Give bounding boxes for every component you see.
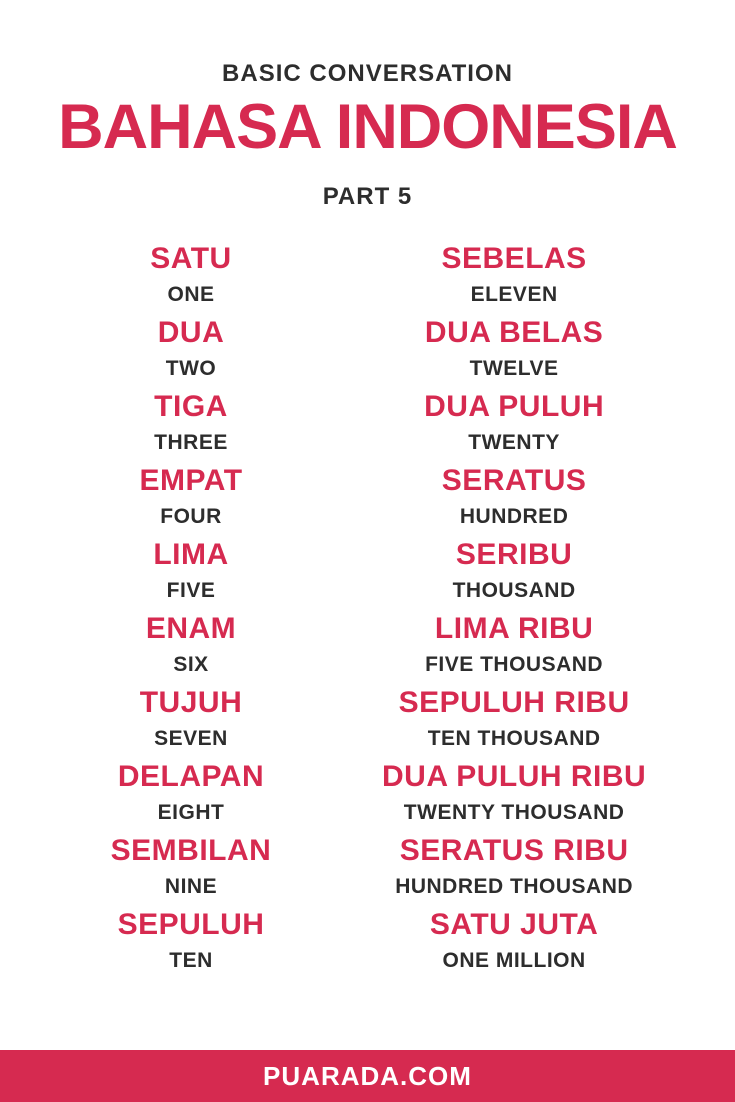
indonesian-word: DUA — [157, 316, 225, 349]
indonesian-word: TUJUH — [139, 686, 243, 719]
vocab-pair — [382, 239, 646, 310]
poster-subtitle: BASIC CONVERSATION — [222, 60, 513, 87]
english-word: TEN THOUSAND — [427, 727, 601, 750]
indonesian-word: TIGA — [154, 390, 228, 423]
english-word: HUNDRED — [459, 505, 569, 528]
english-word: TWELVE — [469, 357, 559, 380]
vocab-pair — [0, 535, 382, 606]
indonesian-word: SATU — [150, 242, 232, 275]
vocab-pair — [382, 683, 646, 754]
indonesian-word: DUA PULUH — [424, 390, 605, 423]
indonesian-word: SATU JUTA — [429, 908, 599, 941]
english-word: EIGHT — [157, 801, 225, 824]
english-word: TWENTY — [468, 431, 560, 454]
indonesian-word: ENAM — [145, 612, 237, 645]
vocab-pair — [0, 831, 382, 902]
indonesian-word: SERIBU — [455, 538, 573, 571]
vocab-pair — [0, 757, 382, 828]
footer-bar — [0, 1050, 735, 1102]
indonesian-word: LIMA RIBU — [434, 612, 594, 645]
english-word: THOUSAND — [452, 579, 576, 602]
indonesian-word: EMPAT — [139, 464, 243, 497]
vocab-pair — [382, 609, 646, 680]
indonesian-word: SEMBILAN — [110, 834, 272, 867]
poster-title: BAHASA INDONESIA — [58, 92, 677, 162]
indonesian-word: DELAPAN — [117, 760, 265, 793]
english-word: SEVEN — [154, 727, 228, 750]
english-word: FIVE — [166, 579, 216, 602]
english-word: ONE — [167, 283, 215, 306]
english-word: ONE MILLION — [442, 949, 586, 972]
indonesian-word: LIMA — [153, 538, 229, 571]
poster-part-label: PART 5 — [322, 183, 413, 210]
english-word: NINE — [164, 875, 218, 898]
english-word: TWENTY THOUSAND — [403, 801, 625, 824]
vocab-pair — [382, 535, 646, 606]
vocab-pair — [0, 683, 382, 754]
vocab-pair — [382, 757, 646, 828]
vocab-pair — [0, 609, 382, 680]
english-word: TEN — [169, 949, 213, 972]
indonesian-word: SEBELAS — [441, 242, 587, 275]
english-word: ELEVEN — [470, 283, 558, 306]
header — [0, 0, 735, 209]
vocab-grid — [0, 239, 735, 979]
website-text: PUARADA.COM — [263, 1061, 472, 1091]
vocab-pair — [0, 905, 382, 976]
indonesian-word: DUA BELAS — [424, 316, 604, 349]
vocab-pair — [382, 905, 646, 976]
english-word: THREE — [154, 431, 228, 454]
vocab-column-left — [0, 239, 382, 979]
vocab-pair — [382, 461, 646, 532]
vocab-column-right — [382, 239, 735, 979]
indonesian-word: SEPULUH RIBU — [398, 686, 630, 719]
vocab-pair — [382, 831, 646, 902]
indonesian-word: SERATUS — [441, 464, 587, 497]
vocab-pair — [382, 313, 646, 384]
english-word: SIX — [173, 653, 209, 676]
vocab-pair — [0, 461, 382, 532]
english-word: FOUR — [160, 505, 222, 528]
indonesian-word: SERATUS RIBU — [399, 834, 629, 867]
vocab-pair — [382, 387, 646, 458]
english-word: FIVE THOUSAND — [425, 653, 604, 676]
indonesian-word: DUA PULUH RIBU — [382, 760, 647, 793]
vocab-pair — [0, 239, 382, 310]
english-word: HUNDRED THOUSAND — [395, 875, 634, 898]
indonesian-word: SEPULUH — [117, 908, 265, 941]
vocab-pair — [0, 313, 382, 384]
vocab-pair — [0, 387, 382, 458]
english-word: TWO — [165, 357, 217, 380]
